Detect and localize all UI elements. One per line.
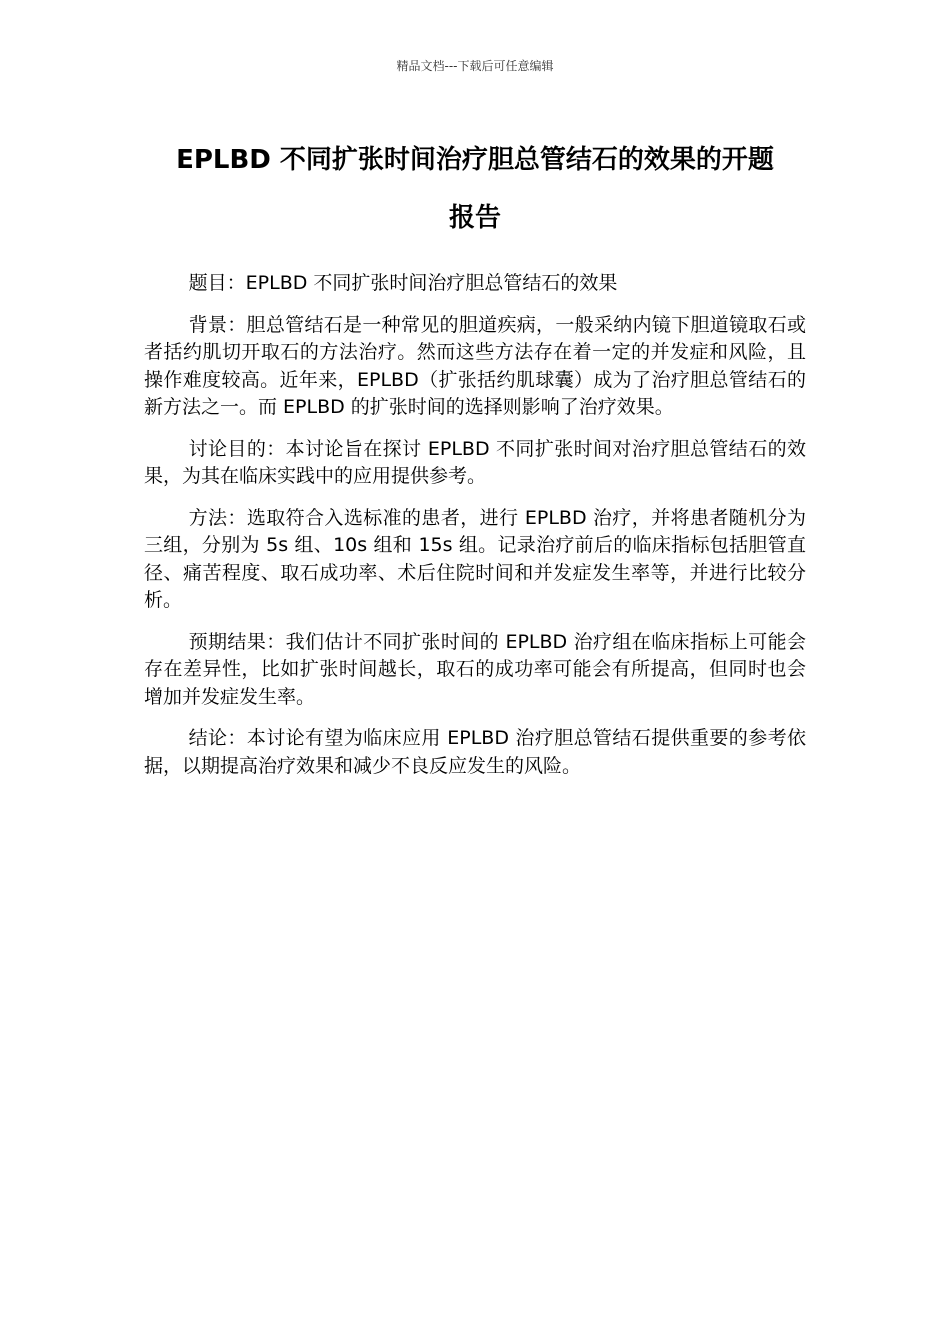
title-line-1: EPLBD 不同扩张时间治疗胆总管结石的效果的开题 — [176, 145, 774, 175]
paragraph-text: 我们估计不同扩张时间的 EPLBD 治疗组在临床指标上可能会存在差异性，比如扩张时间越长，取石的成功率可能会有所提高，但同时也会增加并发症发生率。 — [144, 630, 806, 708]
paragraph-label: 预期结果： — [188, 630, 286, 653]
paragraph-label: 题目： — [188, 272, 246, 294]
title-line-2: 报告 — [448, 203, 501, 233]
paragraph-text: 胆总管结石是一种常见的胆道疾病，一般采纳内镜下胆道镜取石或者括约肌切开取石的方法治疗。然而这些方法存在着一定的并发症和风险，且操作难度较高。近年来，EPLBD（扩张括约肌球囊）成为了治疗胆总管结石的新方法之一。而 EPLBD 的扩张时间的选择则影响了治疗效果。 — [144, 313, 806, 418]
paragraph-expected-results — [144, 629, 806, 712]
paragraph-label: 背景： — [188, 313, 247, 336]
paragraph-background — [144, 312, 806, 422]
paragraph-conclusion — [144, 725, 806, 780]
paragraph-methods — [144, 505, 806, 615]
document-body — [144, 270, 806, 794]
paragraph-text: 选取符合入选标准的患者，进行 EPLBD 治疗，并将患者随机分为三组，分别为 5s 组、10s 组和 15s 组。记录治疗前后的临床指标包括胆管直径、痛苦程度、取石成功率、术后住院时间和并发症发生率等，并进行比较分析。 — [144, 506, 806, 611]
paragraph-text: 本讨论旨在探讨 EPLBD 不同扩张时间对治疗胆总管结石的效果，为其在临床实践中的应用提供参考。 — [144, 437, 806, 487]
paragraph-text: 本讨论有望为临床应用 EPLBD 治疗胆总管结石提供重要的参考依据，以期提高治疗效果和减少不良反应发生的风险。 — [144, 727, 806, 777]
paragraph-label: 讨论目的： — [188, 437, 286, 460]
paragraph-purpose — [144, 436, 806, 491]
document-title — [140, 131, 810, 247]
paragraph-label: 方法： — [188, 506, 247, 529]
paragraph-text: EPLBD 不同扩张时间治疗胆总管结石的效果 — [245, 272, 618, 294]
header-note: 精品文档---下载后可任意编辑 — [396, 59, 554, 73]
paragraph-label: 结论： — [188, 727, 247, 749]
paragraph-topic — [144, 270, 806, 298]
